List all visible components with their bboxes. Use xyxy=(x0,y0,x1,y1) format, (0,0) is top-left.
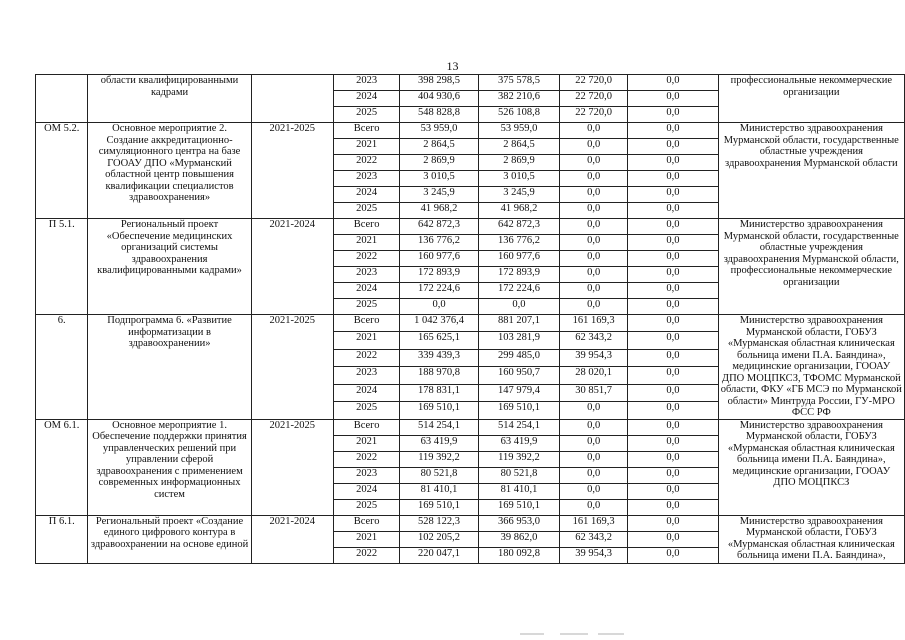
table-row xyxy=(36,515,905,531)
item-name-cell: Региональный проект «Создание единого цифрового контура в здравоохранении на основе единой xyxy=(88,515,251,563)
federal-budget-cell: 0,0 xyxy=(560,483,628,499)
federal-budget-cell: 0,0 xyxy=(560,267,628,283)
regional-budget-cell: 53 959,0 xyxy=(478,123,559,139)
total-amount-cell: 528 122,3 xyxy=(400,515,479,531)
regional-budget-cell: 382 210,6 xyxy=(478,91,559,107)
total-amount-cell: 1 042 376,4 xyxy=(400,315,479,332)
other-sources-cell: 0,0 xyxy=(628,419,718,435)
regional-budget-cell: 3 245,9 xyxy=(478,187,559,203)
item-code-cell xyxy=(36,75,88,123)
federal-budget-cell: 28 020,1 xyxy=(560,367,628,384)
federal-budget-cell: 0,0 xyxy=(560,283,628,299)
year-cell: 2023 xyxy=(333,367,399,384)
total-amount-cell: 3 010,5 xyxy=(400,171,479,187)
year-cell: 2023 xyxy=(333,467,399,483)
year-cell: 2022 xyxy=(333,451,399,467)
total-amount-cell: 160 977,6 xyxy=(400,251,479,267)
total-amount-cell: 0,0 xyxy=(400,299,479,315)
scan-mark xyxy=(598,633,624,635)
other-sources-cell: 0,0 xyxy=(628,547,718,563)
total-amount-cell: 81 410,1 xyxy=(400,483,479,499)
year-cell: 2024 xyxy=(333,187,399,203)
total-amount-cell: 2 864,5 xyxy=(400,139,479,155)
item-code-cell: П 5.1. xyxy=(36,219,88,315)
total-amount-cell: 119 392,2 xyxy=(400,451,479,467)
executor-cell: Министерство здравоохранения Мурманской области, ГОБУЗ «Мурманская областная клиническая больница имени П.А. Баяндина», медицинские организации, ГООАУ ДПО МОЦПКСЗ, ТФОМС Мурманской области, ФКУ «ГБ МСЭ по Мурманской области» Минтруда России, ГУ-МРО ФСС РФ xyxy=(718,315,904,420)
other-sources-cell: 0,0 xyxy=(628,235,718,251)
period-cell: 2021-2025 xyxy=(251,419,333,515)
other-sources-cell: 0,0 xyxy=(628,123,718,139)
total-amount-cell: 102 205,2 xyxy=(400,531,479,547)
regional-budget-cell: 881 207,1 xyxy=(478,315,559,332)
year-cell: 2021 xyxy=(333,139,399,155)
federal-budget-cell: 0,0 xyxy=(560,251,628,267)
executor-cell: Министерство здравоохранения Мурманской области, ГОБУЗ «Мурманская областная клиническая больница имени П.А. Баяндина», медицинские организации, ГООАУ ДПО МОЦПКСЗ xyxy=(718,419,904,515)
federal-budget-cell: 161 169,3 xyxy=(560,315,628,332)
executor-cell: Министерство здравоохранения Мурманской области, ГОБУЗ «Мурманская областная клиническая больница имени П.А. Баяндина», xyxy=(718,515,904,563)
other-sources-cell: 0,0 xyxy=(628,91,718,107)
regional-budget-cell: 526 108,8 xyxy=(478,107,559,123)
year-cell: 2025 xyxy=(333,107,399,123)
year-cell: 2021 xyxy=(333,435,399,451)
total-amount-cell: 41 968,2 xyxy=(400,203,479,219)
regional-budget-cell: 169 510,1 xyxy=(478,402,559,419)
other-sources-cell: 0,0 xyxy=(628,483,718,499)
year-cell: 2023 xyxy=(333,171,399,187)
table-row xyxy=(36,123,905,139)
year-cell: 2024 xyxy=(333,91,399,107)
table-row xyxy=(36,315,905,332)
federal-budget-cell: 0,0 xyxy=(560,419,628,435)
regional-budget-cell: 3 010,5 xyxy=(478,171,559,187)
total-amount-cell: 404 930,6 xyxy=(400,91,479,107)
other-sources-cell: 0,0 xyxy=(628,219,718,235)
year-cell: 2025 xyxy=(333,203,399,219)
total-amount-cell: 169 510,1 xyxy=(400,499,479,515)
item-code-cell: ОМ 6.1. xyxy=(36,419,88,515)
budget-table xyxy=(35,74,905,564)
regional-budget-cell: 119 392,2 xyxy=(478,451,559,467)
total-amount-cell: 169 510,1 xyxy=(400,402,479,419)
year-cell: 2021 xyxy=(333,332,399,349)
total-amount-cell: 339 439,3 xyxy=(400,349,479,366)
federal-budget-cell: 0,0 xyxy=(560,499,628,515)
federal-budget-cell: 30 851,7 xyxy=(560,384,628,401)
federal-budget-cell: 62 343,2 xyxy=(560,332,628,349)
other-sources-cell: 0,0 xyxy=(628,384,718,401)
other-sources-cell: 0,0 xyxy=(628,171,718,187)
other-sources-cell: 0,0 xyxy=(628,75,718,91)
total-amount-cell: 642 872,3 xyxy=(400,219,479,235)
regional-budget-cell: 41 968,2 xyxy=(478,203,559,219)
regional-budget-cell: 0,0 xyxy=(478,299,559,315)
total-amount-cell: 178 831,1 xyxy=(400,384,479,401)
federal-budget-cell: 0,0 xyxy=(560,235,628,251)
regional-budget-cell: 2 869,9 xyxy=(478,155,559,171)
year-cell: Всего xyxy=(333,515,399,531)
table-row xyxy=(36,219,905,235)
federal-budget-cell: 0,0 xyxy=(560,139,628,155)
item-name-cell: Подпрограмма 6. «Развитие информатизации в здравоохранении» xyxy=(88,315,251,420)
total-amount-cell: 165 625,1 xyxy=(400,332,479,349)
year-cell: Всего xyxy=(333,419,399,435)
regional-budget-cell: 180 092,8 xyxy=(478,547,559,563)
item-name-cell: Основное мероприятие 2. Создание аккредитационно-симуляционного центра на базе ГООАУ ДПО «Мурманский областной центр повышения квалификации специалистов здравоохранения» xyxy=(88,123,251,219)
table-row xyxy=(36,419,905,435)
total-amount-cell: 548 828,8 xyxy=(400,107,479,123)
federal-budget-cell: 0,0 xyxy=(560,467,628,483)
item-code-cell: ОМ 5.2. xyxy=(36,123,88,219)
total-amount-cell: 172 893,9 xyxy=(400,267,479,283)
federal-budget-cell: 0,0 xyxy=(560,402,628,419)
year-cell: 2022 xyxy=(333,349,399,366)
item-code-cell: 6. xyxy=(36,315,88,420)
item-name-cell: Региональный проект «Обеспечение медицинских организаций системы здравоохранения квалифицированными кадрами» xyxy=(88,219,251,315)
regional-budget-cell: 2 864,5 xyxy=(478,139,559,155)
year-cell: 2022 xyxy=(333,547,399,563)
total-amount-cell: 3 245,9 xyxy=(400,187,479,203)
year-cell: 2025 xyxy=(333,402,399,419)
year-cell: 2025 xyxy=(333,499,399,515)
item-name-cell: Основное мероприятие 1. Обеспечение поддержки принятия управленческих решений при управлении сферой здравоохранения с применением современных информационных систем xyxy=(88,419,251,515)
executor-cell: профессиональные некоммерческие организации xyxy=(718,75,904,123)
period-cell xyxy=(251,75,333,123)
regional-budget-cell: 103 281,9 xyxy=(478,332,559,349)
item-code-cell: П 6.1. xyxy=(36,515,88,563)
regional-budget-cell: 160 977,6 xyxy=(478,251,559,267)
other-sources-cell: 0,0 xyxy=(628,107,718,123)
other-sources-cell: 0,0 xyxy=(628,435,718,451)
year-cell: 2025 xyxy=(333,299,399,315)
other-sources-cell: 0,0 xyxy=(628,251,718,267)
period-cell: 2021-2025 xyxy=(251,123,333,219)
regional-budget-cell: 81 410,1 xyxy=(478,483,559,499)
total-amount-cell: 514 254,1 xyxy=(400,419,479,435)
total-amount-cell: 136 776,2 xyxy=(400,235,479,251)
federal-budget-cell: 22 720,0 xyxy=(560,75,628,91)
year-cell: Всего xyxy=(333,123,399,139)
total-amount-cell: 172 224,6 xyxy=(400,283,479,299)
federal-budget-cell: 0,0 xyxy=(560,187,628,203)
federal-budget-cell: 0,0 xyxy=(560,203,628,219)
page-number: 13 xyxy=(446,59,459,73)
year-cell: 2023 xyxy=(333,267,399,283)
other-sources-cell: 0,0 xyxy=(628,451,718,467)
other-sources-cell: 0,0 xyxy=(628,315,718,332)
regional-budget-cell: 147 979,4 xyxy=(478,384,559,401)
total-amount-cell: 80 521,8 xyxy=(400,467,479,483)
period-cell: 2021-2024 xyxy=(251,515,333,563)
federal-budget-cell: 161 169,3 xyxy=(560,515,628,531)
federal-budget-cell: 0,0 xyxy=(560,171,628,187)
total-amount-cell: 398 298,5 xyxy=(400,75,479,91)
year-cell: 2022 xyxy=(333,155,399,171)
other-sources-cell: 0,0 xyxy=(628,299,718,315)
other-sources-cell: 0,0 xyxy=(628,467,718,483)
other-sources-cell: 0,0 xyxy=(628,402,718,419)
year-cell: 2021 xyxy=(333,531,399,547)
other-sources-cell: 0,0 xyxy=(628,349,718,366)
federal-budget-cell: 0,0 xyxy=(560,155,628,171)
year-cell: 2021 xyxy=(333,235,399,251)
other-sources-cell: 0,0 xyxy=(628,515,718,531)
year-cell: Всего xyxy=(333,315,399,332)
year-cell: 2022 xyxy=(333,251,399,267)
federal-budget-cell: 0,0 xyxy=(560,219,628,235)
other-sources-cell: 0,0 xyxy=(628,187,718,203)
other-sources-cell: 0,0 xyxy=(628,367,718,384)
regional-budget-cell: 172 224,6 xyxy=(478,283,559,299)
federal-budget-cell: 0,0 xyxy=(560,451,628,467)
total-amount-cell: 2 869,9 xyxy=(400,155,479,171)
executor-cell: Министерство здравоохранения Мурманской области, государственные областные учреждения здравоохранения Мурманской области xyxy=(718,123,904,219)
federal-budget-cell: 22 720,0 xyxy=(560,91,628,107)
other-sources-cell: 0,0 xyxy=(628,155,718,171)
federal-budget-cell: 0,0 xyxy=(560,435,628,451)
other-sources-cell: 0,0 xyxy=(628,283,718,299)
other-sources-cell: 0,0 xyxy=(628,332,718,349)
regional-budget-cell: 172 893,9 xyxy=(478,267,559,283)
other-sources-cell: 0,0 xyxy=(628,531,718,547)
year-cell: Всего xyxy=(333,219,399,235)
other-sources-cell: 0,0 xyxy=(628,139,718,155)
table-row xyxy=(36,75,905,91)
federal-budget-cell: 62 343,2 xyxy=(560,531,628,547)
total-amount-cell: 188 970,8 xyxy=(400,367,479,384)
total-amount-cell: 53 959,0 xyxy=(400,123,479,139)
regional-budget-cell: 514 254,1 xyxy=(478,419,559,435)
year-cell: 2024 xyxy=(333,283,399,299)
regional-budget-cell: 169 510,1 xyxy=(478,499,559,515)
item-name-cell: области квалифицированными кадрами xyxy=(88,75,251,123)
scan-mark xyxy=(520,633,544,635)
year-cell: 2024 xyxy=(333,483,399,499)
regional-budget-cell: 375 578,5 xyxy=(478,75,559,91)
executor-cell: Министерство здравоохранения Мурманской области, государственные областные учреждения здравоохранения Мурманской области, профессиональные некоммерческие организации xyxy=(718,219,904,315)
period-cell: 2021-2024 xyxy=(251,219,333,315)
regional-budget-cell: 642 872,3 xyxy=(478,219,559,235)
regional-budget-cell: 160 950,7 xyxy=(478,367,559,384)
federal-budget-cell: 39 954,3 xyxy=(560,349,628,366)
regional-budget-cell: 366 953,0 xyxy=(478,515,559,531)
other-sources-cell: 0,0 xyxy=(628,203,718,219)
other-sources-cell: 0,0 xyxy=(628,499,718,515)
scan-mark xyxy=(560,633,588,635)
other-sources-cell: 0,0 xyxy=(628,267,718,283)
regional-budget-cell: 39 862,0 xyxy=(478,531,559,547)
regional-budget-cell: 80 521,8 xyxy=(478,467,559,483)
regional-budget-cell: 63 419,9 xyxy=(478,435,559,451)
regional-budget-cell: 299 485,0 xyxy=(478,349,559,366)
period-cell: 2021-2025 xyxy=(251,315,333,420)
total-amount-cell: 63 419,9 xyxy=(400,435,479,451)
total-amount-cell: 220 047,1 xyxy=(400,547,479,563)
year-cell: 2023 xyxy=(333,75,399,91)
federal-budget-cell: 0,0 xyxy=(560,123,628,139)
federal-budget-cell: 0,0 xyxy=(560,299,628,315)
budget-table-body xyxy=(36,75,905,564)
regional-budget-cell: 136 776,2 xyxy=(478,235,559,251)
year-cell: 2024 xyxy=(333,384,399,401)
federal-budget-cell: 22 720,0 xyxy=(560,107,628,123)
federal-budget-cell: 39 954,3 xyxy=(560,547,628,563)
